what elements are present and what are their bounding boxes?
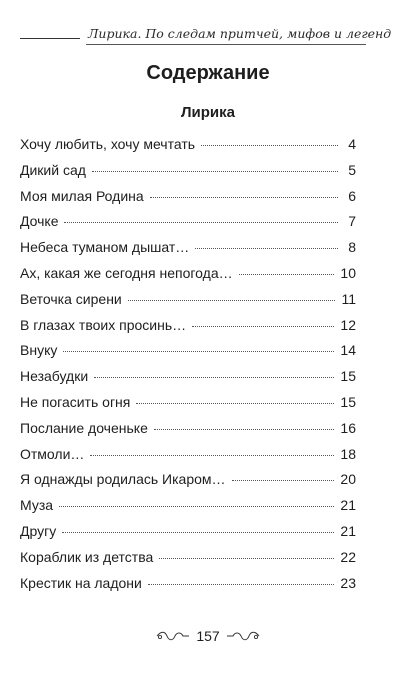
running-header — [20, 24, 392, 48]
toc-entry-title: Моя милая Родина — [20, 187, 144, 204]
dot-leader — [148, 584, 335, 585]
dot-leader — [232, 480, 335, 481]
toc-entry-title: Послание доченьке — [20, 419, 148, 436]
toc-entry-page: 11 — [341, 290, 356, 307]
toc-entry-page: 16 — [340, 419, 356, 436]
dot-leader — [92, 171, 338, 172]
toc-entry-page: 12 — [340, 316, 356, 333]
dot-leader — [136, 403, 334, 404]
page-footer — [0, 628, 416, 644]
toc-entry-title: Не погасить огня — [20, 393, 131, 410]
header-underline — [86, 44, 366, 45]
toc-entry — [20, 162, 356, 188]
toc-entry — [20, 317, 356, 343]
toc-entry-page: 15 — [340, 368, 356, 385]
section-title: Лирика — [181, 104, 235, 121]
toc-entry-title: Другу — [20, 522, 57, 539]
dot-leader — [192, 326, 334, 327]
toc-entry-title: Муза — [20, 497, 54, 514]
toc-entry-title: Ах, какая же сегодня непогода… — [20, 264, 233, 281]
dot-leader — [59, 506, 334, 507]
toc-entry — [20, 471, 356, 497]
toc-entry-page: 21 — [340, 497, 356, 514]
toc-entry — [20, 394, 356, 420]
toc-entry — [20, 265, 356, 291]
toc-entry-title: Кораблик из детства — [20, 548, 154, 565]
swirl-ornament-left-icon — [156, 630, 190, 642]
dot-leader — [90, 455, 334, 456]
swirl-ornament-right-icon — [226, 630, 260, 642]
toc-entry-page: 18 — [340, 445, 356, 462]
dot-leader — [128, 300, 336, 301]
toc-entry — [20, 188, 356, 214]
toc-entry-title: Небеса туманом дышат… — [20, 239, 190, 256]
dot-leader — [64, 222, 338, 223]
dot-leader — [159, 558, 334, 559]
toc-entry — [20, 368, 356, 394]
toc-title: Содержание — [146, 62, 270, 84]
dot-leader — [195, 248, 338, 249]
toc-entry — [20, 239, 356, 265]
toc-entry-page: 8 — [348, 239, 356, 256]
toc-entry-page: 23 — [340, 574, 356, 591]
toc-entry-title: Дочке — [20, 213, 59, 230]
toc-entry — [20, 549, 356, 575]
toc-entry-title: Внуку — [20, 342, 58, 359]
toc-entry-title: Дикий сад — [20, 161, 86, 178]
toc-entry — [20, 420, 356, 446]
dot-leader — [63, 351, 334, 352]
toc-entry-page: 15 — [340, 393, 356, 410]
toc-entry — [20, 291, 356, 317]
toc-entry-page: 21 — [340, 522, 356, 539]
toc-list — [20, 136, 356, 600]
toc-entry — [20, 136, 356, 162]
toc-entry-page: 22 — [340, 548, 356, 565]
running-header-text: Лирика. По следам притчей, мифов и легенд — [88, 26, 392, 41]
toc-entry-title: Отмоли… — [20, 445, 85, 462]
toc-entry-page: 10 — [340, 264, 356, 281]
toc-entry — [20, 342, 356, 368]
header-left-rule — [20, 38, 80, 39]
toc-entry-title: Веточка сирени — [20, 290, 122, 307]
dot-leader — [62, 532, 334, 533]
dot-leader — [239, 274, 335, 275]
toc-entry-title: Хочу любить, хочу мечтать — [20, 136, 196, 152]
toc-entry — [20, 523, 356, 549]
dot-leader — [201, 145, 338, 146]
toc-entry-page: 4 — [348, 136, 356, 152]
toc-entry — [20, 213, 356, 239]
toc-entry — [20, 446, 356, 472]
toc-entry-title: Незабудки — [20, 368, 89, 385]
toc-entry — [20, 497, 356, 523]
dot-leader — [150, 197, 338, 198]
toc-entry-page: 5 — [348, 161, 356, 178]
dot-leader — [154, 429, 335, 430]
toc-entry-title: Крестик на ладони — [20, 574, 142, 591]
dot-leader — [94, 377, 334, 378]
toc-entry — [20, 575, 356, 601]
page-number: 157 — [196, 628, 220, 644]
toc-entry-title: В глазах твоих просинь… — [20, 316, 187, 333]
toc-entry-page: 14 — [340, 342, 356, 359]
toc-entry-page: 7 — [348, 213, 356, 230]
toc-entry-page: 6 — [348, 187, 356, 204]
toc-entry-title: Я однажды родилась Икаром… — [20, 471, 226, 488]
toc-entry-page: 20 — [340, 471, 356, 488]
